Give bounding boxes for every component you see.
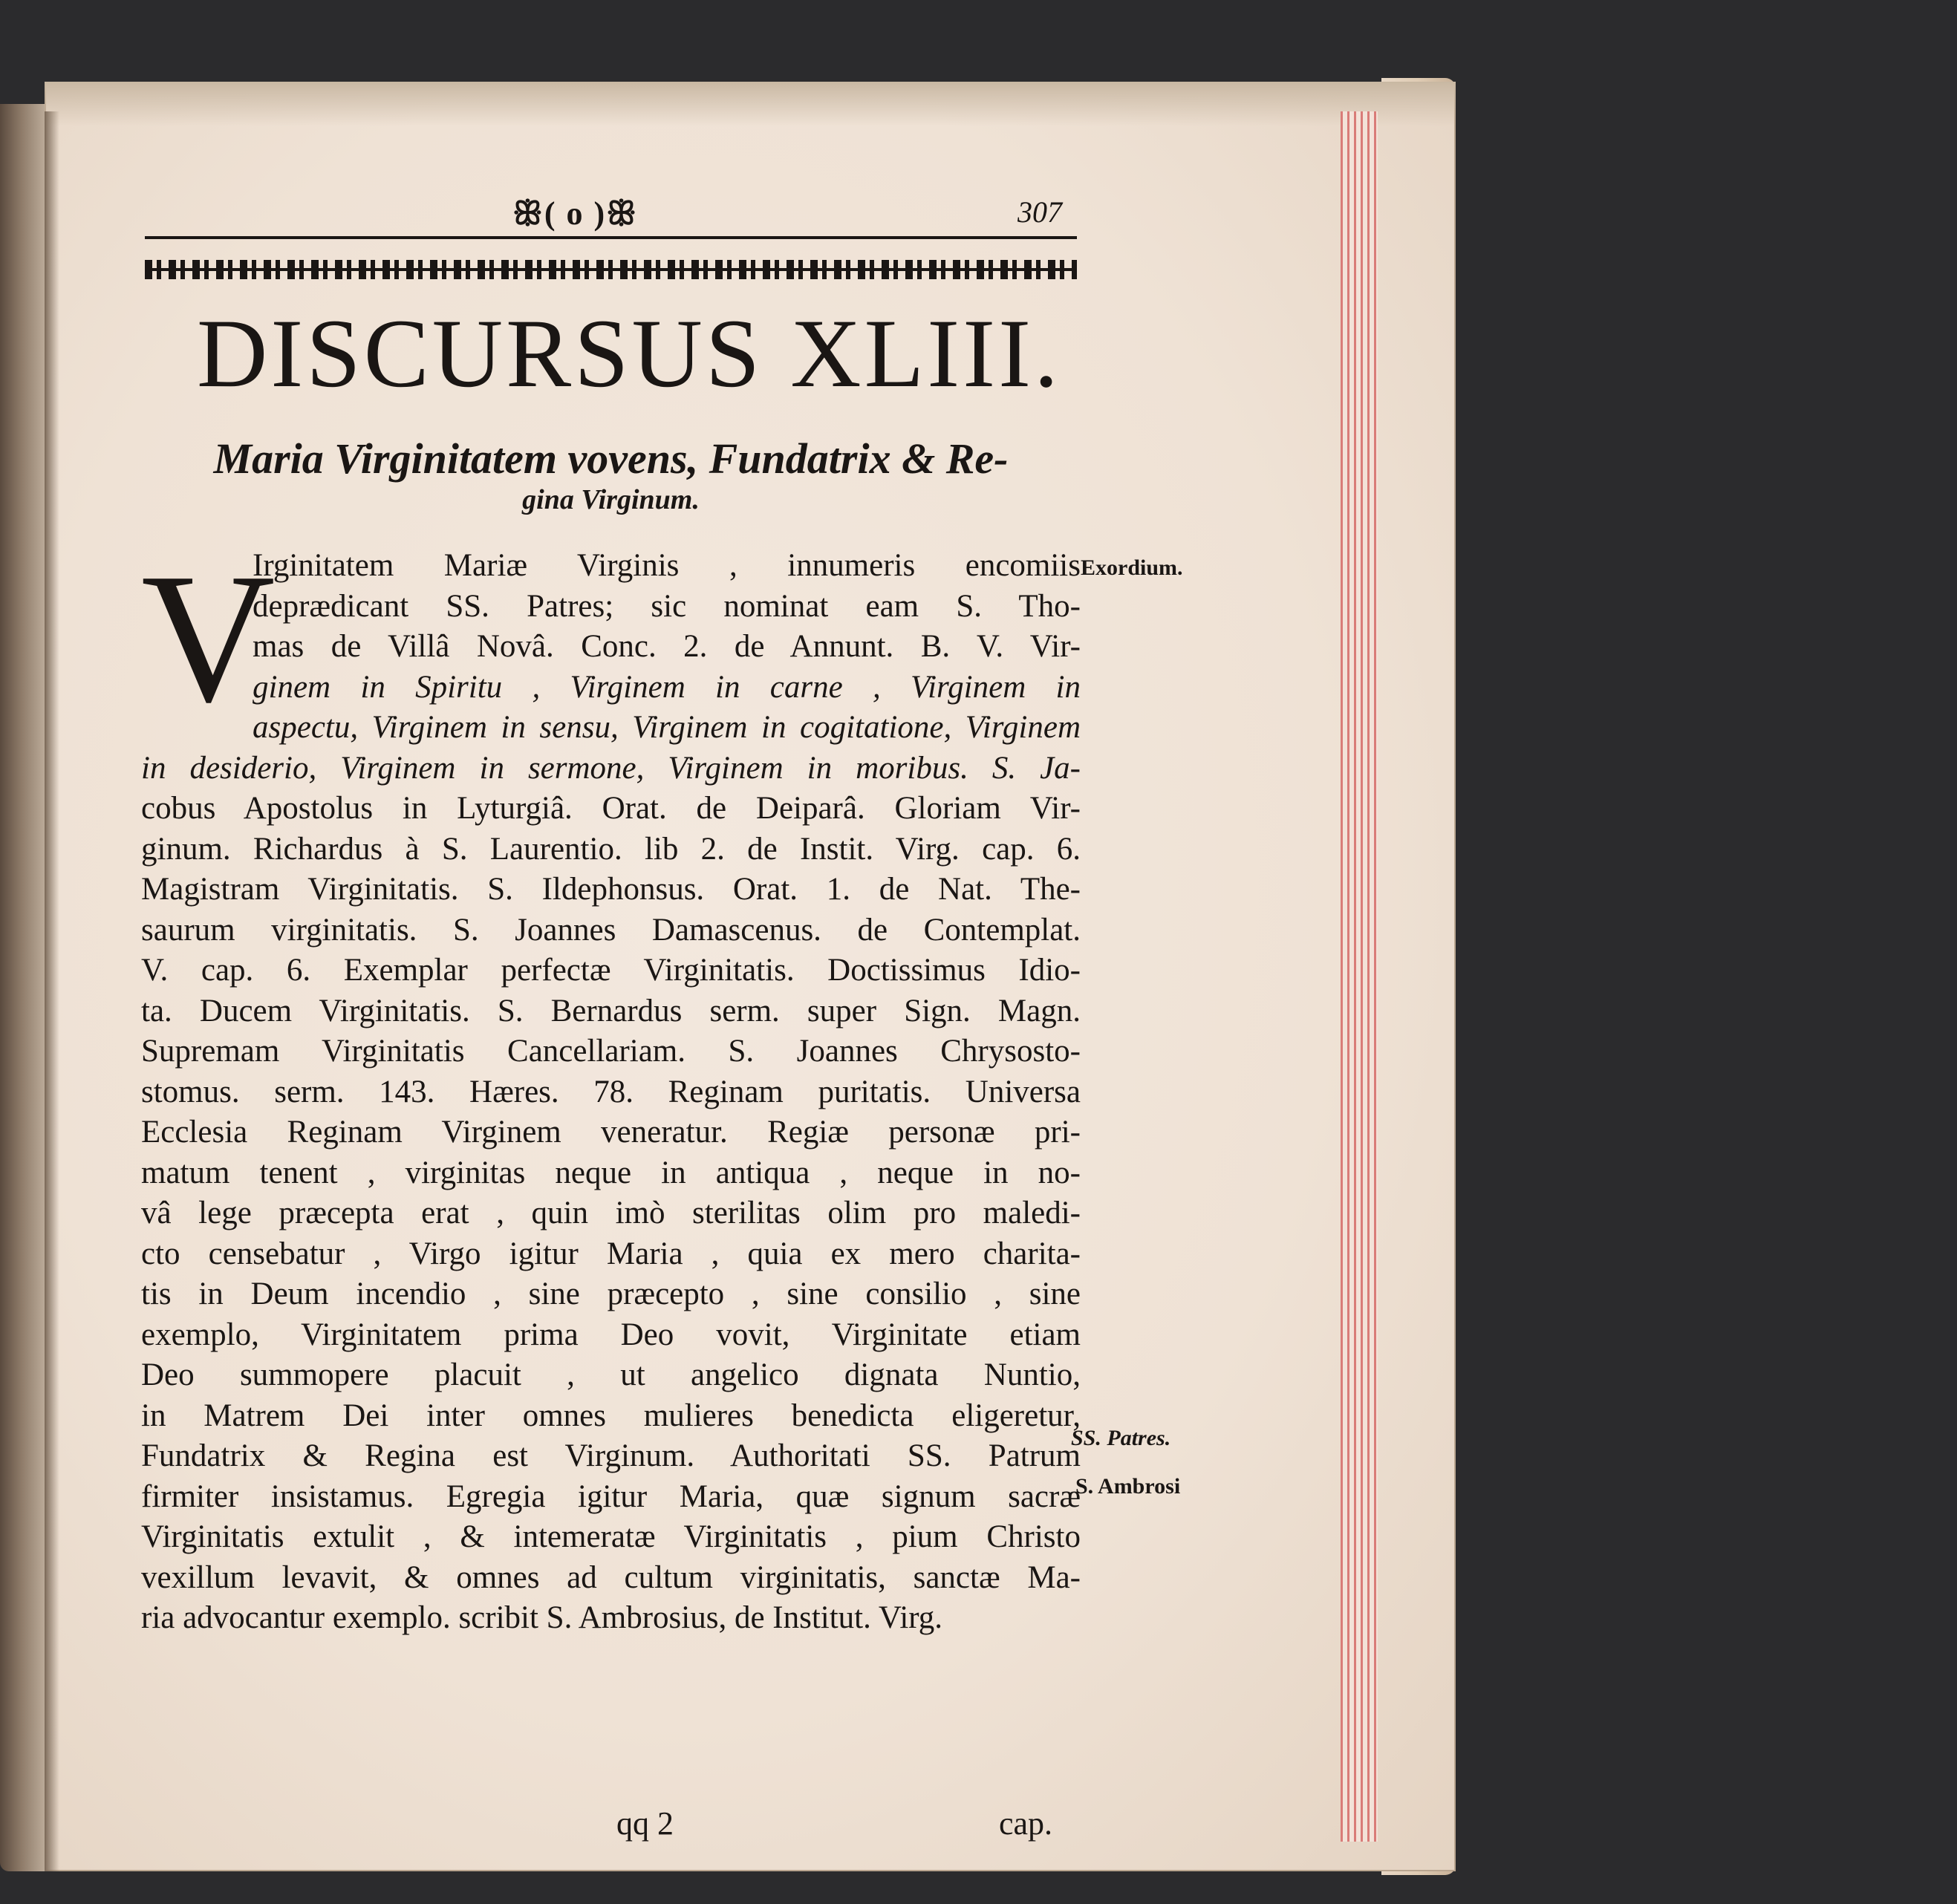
text-line: Virginitatis extulit , & intemeratæ Virginitatis , pium Christo	[141, 1519, 1081, 1554]
text-line: V. cap. 6. Exemplar perfectæ Virginitatis. Doctissimus Idio-	[141, 953, 1081, 988]
margin-note-patres: SS. Patres.	[1071, 1426, 1171, 1450]
text-line: stomus. serm. 143. Hæres. 78. Reginam puritatis. Universa	[141, 1074, 1081, 1109]
subtitle-line-1: Maria Virginitatem vovens, Fundatrix & Re-	[213, 434, 1009, 483]
text-line: vâ lege præcepta erat , quin imò sterilitas olim pro maledi-	[141, 1196, 1081, 1230]
margin-note-ambrosius: S. Ambrosi	[1075, 1474, 1181, 1499]
text-line: ria advocantur exemplo. scribit S. Ambrosius, de Institut. Virg.	[141, 1600, 943, 1635]
red-page-edges	[1341, 111, 1378, 1842]
text-line: exemplo, Virginitatem prima Deo vovit, Virginitate etiam	[141, 1317, 1081, 1352]
text-line: cto censebatur , Virgo igitur Maria , quia ex mero charita-	[141, 1236, 1081, 1271]
text-line: cobus Apostolus in Lyturgiâ. Orat. de Deiparâ. Gloriam Vir-	[141, 791, 1081, 826]
text-line: Irginitatem Mariæ Virginis , innumeris encomiis	[253, 548, 1081, 583]
text-line: in desiderio, Virginem in sermone, Virginem in moribus. S. Ja-	[141, 750, 1081, 786]
text-line: deprædicant SS. Patres; sic nominat eam S. Tho-	[253, 588, 1081, 624]
text-line: matum tenent , virginitas neque in antiqua , neque in no-	[141, 1155, 1081, 1190]
discourse-subtitle	[141, 434, 1081, 516]
catchword: cap.	[999, 1805, 1053, 1842]
text-line: tis in Deum incendio , sine præcepto , sine consilio , sine	[141, 1277, 1081, 1311]
text-line: mas de Villâ Novâ. Conc. 2. de Annunt. B. V. Vir-	[253, 629, 1081, 664]
text-line: ta. Ducem Virginitatis. S. Bernardus serm. super Sign. Magn.	[141, 993, 1081, 1028]
text-line: Ecclesia Reginam Virginem veneratur. Regiæ personæ pri-	[141, 1115, 1081, 1150]
text-line: Magistram Virginitatis. S. Ildephonsus. Orat. 1. de Nat. The-	[141, 872, 1081, 907]
margin-note-exordium: Exordium.	[1081, 555, 1183, 580]
text-line: aspectu, Virginem in sensu, Virginem in cogitatione, Virginem	[253, 710, 1081, 745]
discourse-title: DISCURSUS XLIII.	[197, 299, 1062, 408]
drop-cap: V	[141, 535, 276, 741]
text-line: Deo summopere placuit , ut angelico dignata Nuntio,	[141, 1357, 1081, 1392]
subtitle-line-2: gina Virginum.	[522, 483, 700, 515]
text-line: saurum virginitatis. S. Joannes Damascenus. de Contemplat.	[141, 912, 1081, 948]
text-line: Supremam Virginitatis Cancellariam. S. Joannes Chrysosto-	[141, 1034, 1081, 1069]
text-line: Fundatrix & Regina est Virginum. Authoritati SS. Patrum	[141, 1438, 1081, 1473]
text-line: ginum. Richardus à S. Laurentio. lib 2. de Instit. Virg. cap. 6.	[141, 831, 1081, 867]
running-head: ꕥ( o )ꕥ	[512, 195, 638, 232]
gutter-shadow	[45, 111, 59, 1871]
page-shadow	[45, 82, 1456, 126]
text-line: firmiter insistamus. Egregia igitur Maria, quæ signum sacræ	[141, 1478, 1081, 1514]
text-line: ginem in Spiritu , Virginem in carne , Virginem in	[253, 669, 1081, 705]
text-line: in Matrem Dei inter omnes mulieres benedicta eligeretur,	[141, 1398, 1081, 1433]
text-line: vexillum levavit, & omnes ad cultum virginitatis, sanctæ Ma-	[141, 1559, 1081, 1595]
page-number: 307	[1017, 195, 1062, 229]
signature-mark: qq 2	[616, 1805, 674, 1842]
ornament-line	[145, 268, 1077, 271]
head-rule	[145, 236, 1077, 239]
